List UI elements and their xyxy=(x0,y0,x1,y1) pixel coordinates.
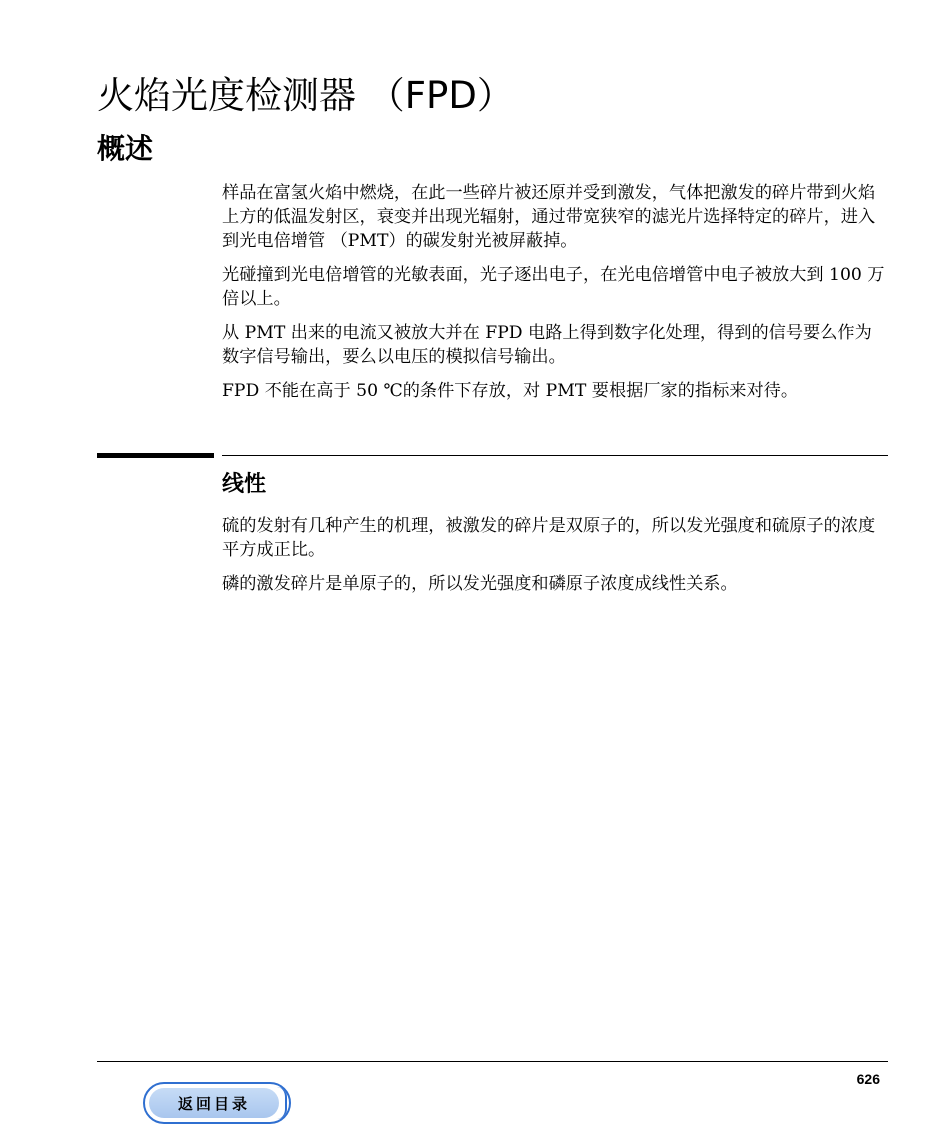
section-divider-thick xyxy=(97,453,214,458)
button-arc-decoration xyxy=(277,1087,287,1119)
linearity-paragraph-1: 硫的发射有几种产生的机理，被激发的碎片是双原子的，所以发光强度和硫原子的浓度平方成正比。 xyxy=(222,516,876,560)
section-heading-linearity: 线性 xyxy=(222,472,267,497)
overview-body xyxy=(222,181,888,413)
footer-divider xyxy=(97,1061,888,1062)
page-title: 火焰光度检测器 （FPD） xyxy=(97,74,514,117)
linearity-body xyxy=(222,514,888,606)
back-to-contents-button-face[interactable] xyxy=(149,1088,279,1118)
overview-paragraph-3: 从 PMT 出来的电流又被放大并在 FPD 电路上得到数字化处理，得到的信号要么作为数字信号输出，要么以电压的模拟信号输出。 xyxy=(222,323,872,367)
page-number: 626 xyxy=(856,1071,880,1087)
overview-paragraph-4: FPD 不能在高于 50 ℃的条件下存放，对 PMT 要根据厂家的指标来对待。 xyxy=(222,381,799,401)
section-heading-overview: 概述 xyxy=(97,132,154,165)
back-to-contents-button[interactable] xyxy=(143,1082,291,1124)
section-divider-thin xyxy=(222,455,888,456)
overview-paragraph-2: 光碰撞到光电倍增管的光敏表面，光子逐出电子，在光电倍增管中电子被放大到 100 万倍以上。 xyxy=(222,265,885,309)
back-to-contents-label[interactable]: 返回目录 xyxy=(177,1094,250,1113)
linearity-paragraph-2: 磷的激发碎片是单原子的，所以发光强度和磷原子浓度成线性关系。 xyxy=(222,574,738,594)
overview-paragraph-1: 样品在富氢火焰中燃烧，在此一些碎片被还原并受到激发，气体把激发的碎片带到火焰上方的低温发射区，衰变并出现光辐射，通过带宽狭窄的滤光片选择特定的碎片，进入到光电倍增管 （PMT）的碳发射光被屏蔽掉。 xyxy=(222,183,876,251)
